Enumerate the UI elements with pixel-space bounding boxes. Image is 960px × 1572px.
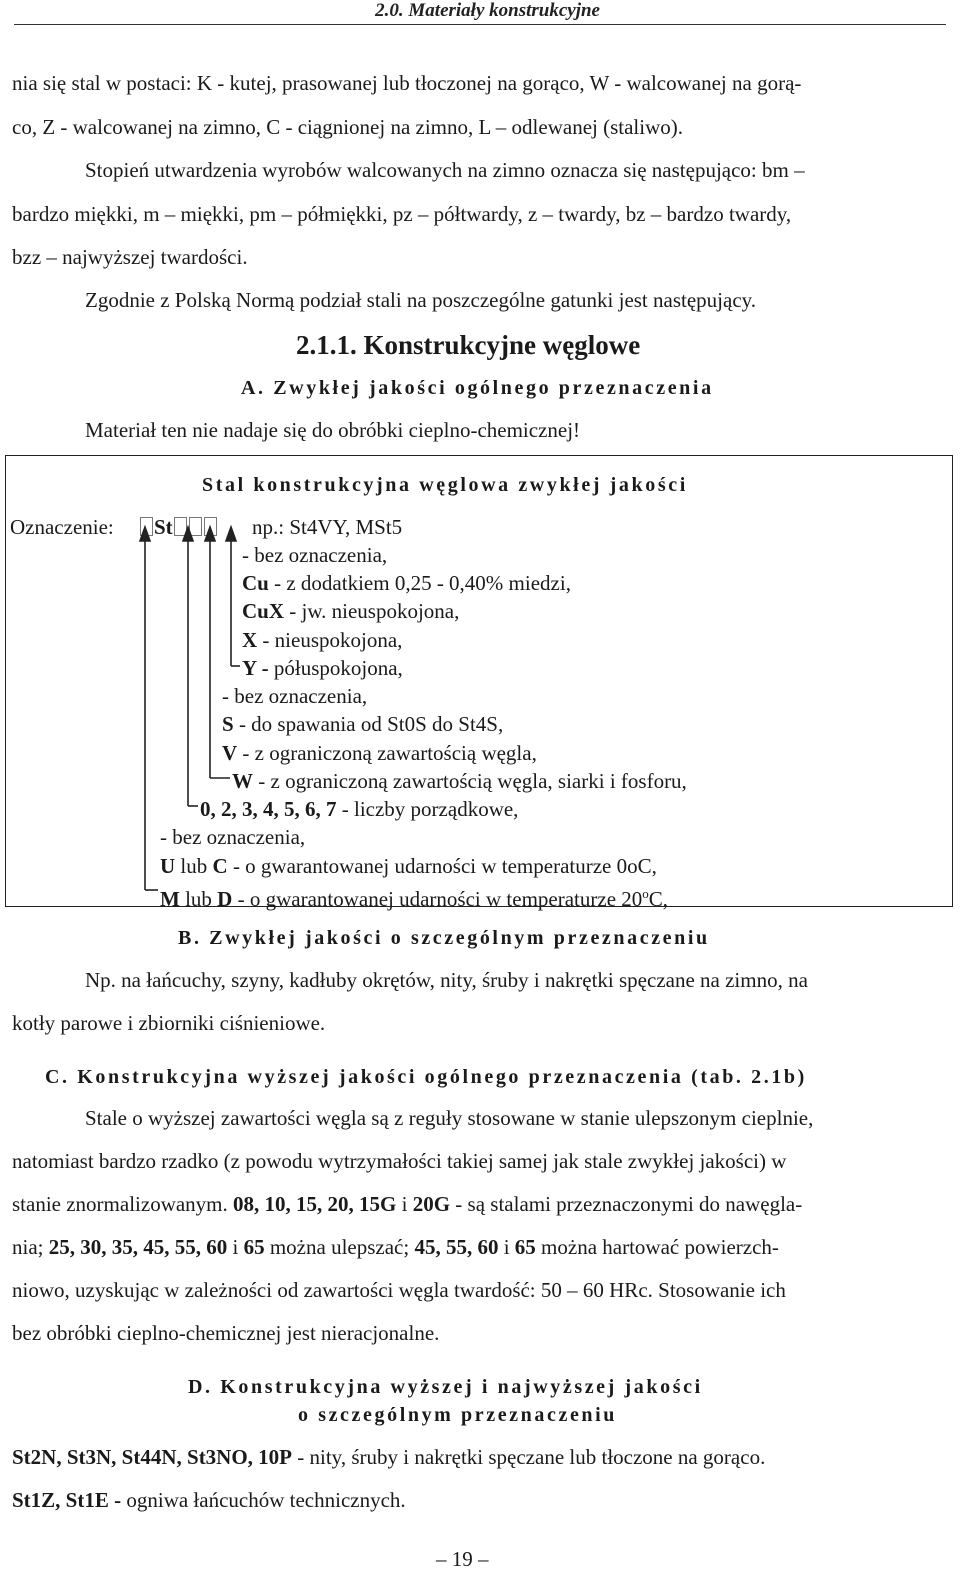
legend-item: X - nieuspokojona,	[242, 628, 403, 652]
legend-item: W - z ograniczoną zawartością węgla, siarki i fosforu,	[232, 769, 687, 793]
section-b-line-1: Np. na łańcuchy, szyny, kadłuby okrętów, nity, śruby i nakrętki spęczane na zimno, na	[85, 968, 808, 992]
legend-item: - bez oznaczenia,	[160, 825, 306, 849]
intro-line-4: bardzo miękki, m – miękki, pm – półmiękki, pz – półtwardy, z – twardy, bz – bardzo twardy,	[12, 202, 792, 226]
section-title: 2.1.1. Konstrukcyjne węglowe	[296, 330, 641, 360]
section-d-line-2: St1Z, St1E - ogniwa łańcuchów technicznych.	[12, 1488, 406, 1512]
legend-item: Cu - z dodatkiem 0,25 - 0,40% miedzi,	[242, 571, 571, 595]
intro-line-2: co, Z - walcowanej na zimno, C - ciągnionej na zimno, L – odlewanej (staliwo).	[12, 115, 684, 139]
legend-item: 0, 2, 3, 4, 5, 6, 7 - liczby porządkowe,	[200, 797, 519, 821]
section-a-title: A. Zwykłej jakości ogólnego przeznaczenia	[241, 377, 714, 399]
section-d-title-1: D. Konstrukcyjna wyższej i najwyższej jakości	[188, 1376, 703, 1398]
legend-item: - bez oznaczenia,	[242, 543, 388, 567]
section-c-line-6: bez obróbki cieplno-chemicznej jest nieracjonalne.	[12, 1321, 440, 1345]
section-c-line-3: stanie znormalizowanym. 08, 10, 15, 20, 15G i 20G - są stalami przeznaczonymi do nawęgla-	[12, 1192, 803, 1216]
section-b-line-2: kotły parowe i zbiorniki ciśnieniowe.	[12, 1011, 326, 1035]
intro-line-3: Stopień utwardzenia wyrobów walcowanych na zimno oznacza się następująco: bm –	[85, 158, 805, 182]
section-c-line-1: Stale o wyższej zawartości węgla są z reguły stosowane w stanie ulepszonym cieplnie,	[85, 1106, 814, 1130]
box-title: Stal konstrukcyjna węglowa zwykłej jakości	[202, 474, 688, 496]
code-st: St	[154, 515, 173, 539]
legend-item: Y - półuspokojona,	[242, 656, 403, 680]
page-number: – 19 –	[436, 1547, 489, 1571]
intro-line-1: nia się stal w postaci: K - kutej, prasowanej lub tłoczonej na gorąco, W - walcowanej na gorą-	[12, 71, 802, 95]
section-c-title: C. Konstrukcyjna wyższej jakości ogólnego przeznaczenia (tab. 2.1b)	[45, 1066, 807, 1088]
legend-item: U lub C - o gwarantowanej udarności w temperaturze 0oC,	[160, 854, 657, 878]
section-c-line-2: natomiast bardzo rzadko (z powodu wytrzymałości takiej samej jak stale zwykłej jakości) w	[12, 1149, 787, 1173]
intro-line-6: Zgodnie z Polską Normą podział stali na poszczególne gatunki jest następujący.	[85, 288, 757, 312]
section-d-line-1: St2N, St3N, St44N, St3NO, 10P - nity, śruby i nakrętki spęczane lub tłoczone na gorąco.	[12, 1445, 766, 1469]
section-a-note: Materiał ten nie nadaje się do obróbki cieplno-chemicznej!	[85, 418, 581, 442]
designation-example: np.: St4VY, MSt5	[252, 515, 403, 539]
designation-label-text: Oznaczenie:	[10, 515, 114, 539]
legend-item: V - z ograniczoną zawartością węgla,	[222, 741, 537, 765]
section-c-line-4: nia; 25, 30, 35, 45, 55, 60 i 65 można ulepszać; 45, 55, 60 i 65 można hartować powierzch-	[12, 1235, 779, 1259]
legend-item: - bez oznaczenia,	[222, 684, 368, 708]
section-d-title-2: o szczególnym przeznaczeniu	[298, 1404, 618, 1426]
legend-item: CuX - jw. nieuspokojona,	[242, 599, 460, 623]
intro-line-5: bzz – najwyższej twardości.	[12, 245, 248, 269]
running-header: 2.0. Materiały konstrukcyjne	[375, 0, 600, 21]
legend-item: M lub D - o gwarantowanej udarności w temperaturze 20$^o$C,	[160, 886, 669, 911]
legend-item: S - do spawania od St0S do St4S,	[222, 712, 504, 736]
section-b-title: B. Zwykłej jakości o szczególnym przeznaczeniu	[178, 927, 710, 949]
section-c-line-5: niowo, uzyskując w zależności od zawartości węgla twardość: 50 – 60 HRc. Stosowanie ich	[12, 1278, 786, 1302]
